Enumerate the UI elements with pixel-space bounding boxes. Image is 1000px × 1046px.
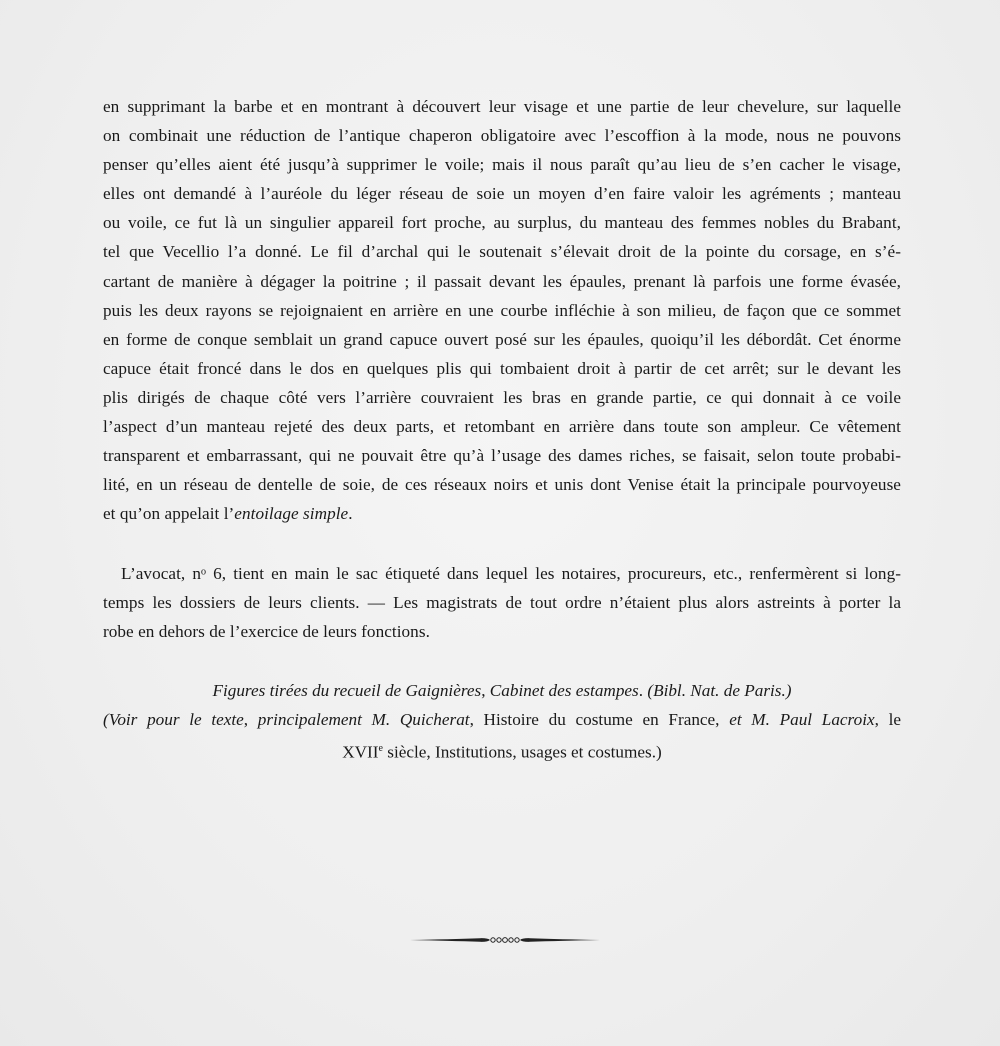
caption-italic: Cabinet des estampes	[489, 681, 639, 700]
text-line: penser qu’elles aient été jusqu’à supprimer le voile; mais il nous paraît qu’au lieu de s’en cacher le visage,	[103, 155, 901, 175]
caption-roman: , le	[874, 710, 902, 729]
caption-italic: principalement M. Quicherat	[257, 710, 470, 729]
text-line: tel que Vecellio l’a donné. Le fil d’archal qui le soutenait s’élevait droit de la pointe du corsage, en s’é-	[103, 242, 901, 262]
text-line: ou voile, ce fut là un singulier appareil fort proche, au surplus, du manteau des femmes nobles du Brabant,	[103, 213, 901, 233]
caption-italic: et M. Paul Lacroix	[729, 710, 875, 729]
figure-source-caption	[103, 676, 901, 763]
text-line: l’aspect d’un manteau rejeté des deux parts, et retombant en arrière dans toute son ampleur. Ce vêtement	[103, 417, 901, 437]
text-line: on combinait une réduction de l’antique chaperon obligatoire avec l’escoffion à la mode, nous ne pouvons	[103, 126, 901, 146]
text-segment: .	[348, 504, 353, 524]
text-segment: et qu’on appelait l’	[103, 504, 235, 524]
text-line: temps les dossiers de leurs clients. — Les magistrats de tout ordre n’étaient plus alors astreints à porter la	[103, 593, 901, 613]
caption-italic: (Voir pour le texte	[103, 710, 244, 729]
fleuron-rule-ornament-icon	[410, 933, 600, 947]
text-line: elles ont demandé à l’auréole du léger réseau de soie un moyen d’en faire valoir les agréments ; manteau	[103, 184, 901, 204]
text-line: puis les deux rayons se rejoignaient en arrière en une courbe infléchie à son milieu, de façon que ce sommet	[103, 300, 901, 320]
caption-superscript: e	[378, 743, 383, 754]
text-line-last: robe en dehors de l’exercice de leurs fonctions.	[103, 622, 430, 642]
caption-sep: .	[638, 681, 648, 700]
caption-line-2	[103, 705, 901, 734]
italic-term: entoilage simple	[234, 504, 349, 524]
caption-sep: ,	[481, 681, 490, 700]
caption-century: XVII	[342, 742, 379, 762]
paragraph-avocat	[103, 559, 901, 646]
text-line: transparent et embarrassant, qui ne pouvait être qu’à l’usage des dames riches, se faisait, selon toute probabi-	[103, 446, 901, 466]
text-line-last	[103, 499, 901, 528]
text-line: en forme de conque semblait un grand capuce ouvert posé sur les épaules, quoiqu’il les débordât. Cet énorme	[103, 329, 901, 349]
text-line: cartant de manière à dégager la poitrine ; il passait devant les épaules, prenant là parfois une forme évasée,	[103, 271, 901, 291]
caption-roman: siècle, Institutions, usages et costumes.)	[382, 742, 662, 762]
caption-roman: , Histoire du costume en France,	[469, 710, 730, 729]
caption-italic: Figures tirées du recueil de Gaignières	[212, 681, 482, 700]
text-line: L’avocat, nᵒ 6, tient en main le sac étiqueté dans lequel les notaires, procureurs, etc., renfermèrent si long-	[121, 564, 901, 583]
paragraph-costume-description	[103, 92, 901, 528]
caption-italic: (Bibl. Nat. de Paris.)	[647, 681, 792, 700]
caption-line-3	[103, 734, 901, 763]
text-line: plis dirigés de chaque côté vers l’arrière couvraient les bras en grande partie, ce qui donnait à ce voile	[103, 387, 901, 407]
text-line: capuce était froncé dans le dos en quelques plis qui tombaient droit à partir de cet arrêt; sur le devant les	[103, 358, 901, 378]
caption-sep: ,	[243, 710, 258, 729]
text-line: lité, en un réseau de dentelle de soie, de ces réseaux noirs et unis dont Venise était la principale pourvoyeuse	[103, 475, 901, 495]
caption-line-1	[103, 676, 901, 705]
text-line: en supprimant la barbe et en montrant à découvert leur visage et une partie de leur chevelure, sur laquelle	[103, 97, 901, 116]
